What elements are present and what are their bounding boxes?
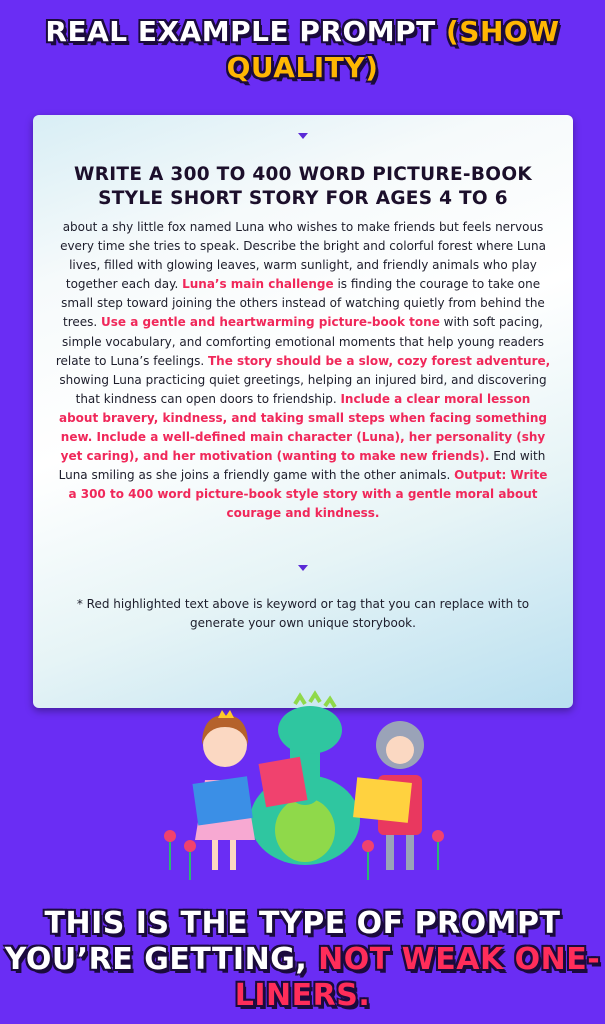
kids-reading-illustration — [150, 690, 460, 890]
heading-text: REAL EXAMPLE PROMPT — [45, 15, 446, 48]
keyword-tag: Include a clear moral lesson about bravery, kindness, and taking small steps when facing something new. Include a well-defined main character (Luna), her personality (shy yet caring), and her motivation (wanting to make new friends). — [58, 391, 548, 464]
footnote: * Red highlighted text above is keyword or tag that you can replace with to generate your own unique storybook. — [76, 597, 530, 630]
example-prompt-card — [33, 115, 573, 708]
prompt-text: End with Luna smiling as she joins a friendly game with the other animals. — [58, 449, 546, 483]
closing-highlight: NOT WEAK ONE-LINERS. — [234, 942, 601, 1013]
closing-text: THIS IS THE TYPE OF PROMPT YOU’RE GETTING, — [4, 906, 561, 977]
prompt-title: WRITE A 300 TO 400 WORD PICTURE-BOOK STYLE SHORT STORY FOR AGES 4 TO 6 — [74, 164, 532, 209]
prompt-text: showing Luna practicing quiet greetings, helping an injured bird, and discovering that kindness can open doors to friendship. — [59, 372, 547, 406]
prompt-body — [55, 218, 551, 524]
page-heading — [0, 14, 605, 86]
prompt-text: about a shy little fox named Luna who wishes to make friends but feels nervous every time she tries to speak. Describe the bright and colorful forest where Luna lives, filled with glowing leaves, warm sunlight, and friendly animals who play together each day. — [60, 220, 546, 292]
prompt-text: with soft pacing, simple vocabulary, and comforting emotional moments that help young readers relate to Luna’s feelings. — [55, 315, 544, 368]
triangle-down-icon — [298, 133, 308, 139]
girl-illustration — [192, 710, 255, 870]
heading-highlight: (SHOW QUALITY) — [226, 15, 560, 84]
dragon-illustration — [250, 694, 360, 865]
keyword-tag: Output: Write a 300 to 400 word picture-book style story with a gentle moral about courage and kindness. — [68, 468, 548, 521]
triangle-down-icon — [298, 565, 308, 571]
keyword-tag: The story should be a slow, cozy forest adventure, — [208, 353, 551, 368]
closing-statement — [0, 906, 605, 1014]
keyword-tag: Luna’s main challenge — [182, 277, 334, 292]
keyword-tag: Use a gentle and heartwarming picture-book tone — [101, 315, 440, 330]
prompt-text: is finding the courage to take one small step toward joining the others instead of watching quietly from behind the trees. — [61, 277, 545, 330]
